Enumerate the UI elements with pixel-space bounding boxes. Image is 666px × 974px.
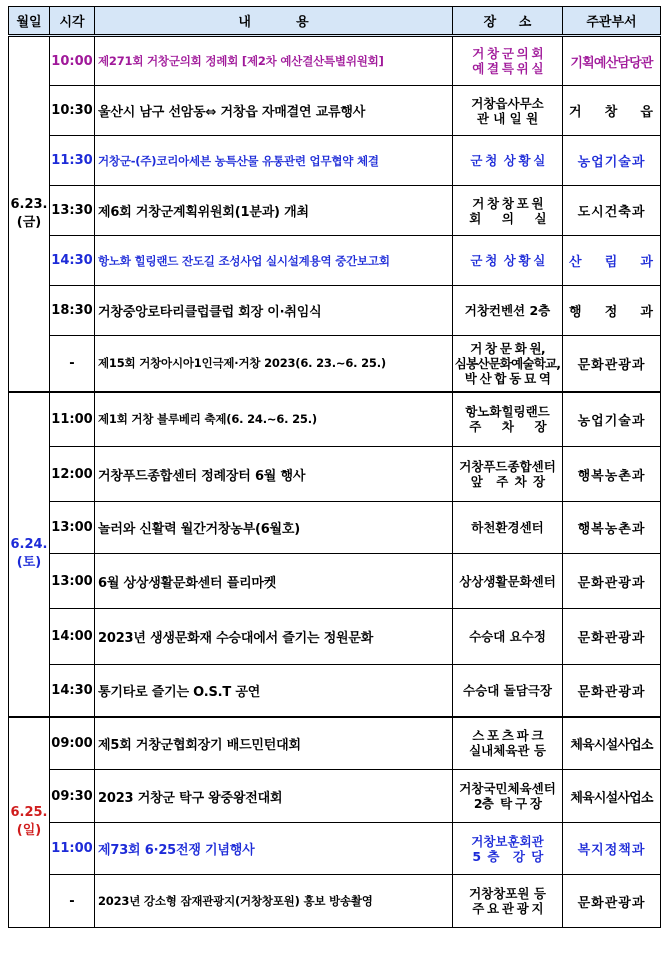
dept-cell: 행복농촌과 — [563, 502, 661, 554]
place-cell — [453, 502, 563, 554]
day-weekday: (일) — [16, 823, 42, 839]
place-cell — [453, 770, 563, 823]
header-dept: 주관부서 — [563, 7, 661, 36]
day-date: 6.25. — [10, 805, 48, 821]
dept-cell: 산 림 과 — [563, 236, 661, 286]
place-cell — [453, 609, 563, 665]
content-cell: 놀러와 신활력 월간거창농부(6월호) — [95, 502, 453, 554]
place-cell — [453, 875, 563, 928]
place-line: 거 창 창 포 원 — [472, 195, 543, 211]
place-line: 하천환경센터 — [471, 520, 544, 535]
table-row — [9, 717, 661, 770]
place-line: 거창읍사무소 — [471, 95, 544, 111]
dept-cell: 도시건축과 — [563, 186, 661, 236]
place-line: 수승대 돌담극장 — [463, 682, 552, 698]
place-line: 군 청 상 황 실 — [470, 253, 545, 268]
place-cell — [453, 447, 563, 502]
table-row — [9, 609, 661, 665]
time-cell: 09:00 — [50, 717, 95, 770]
time-cell: 14:30 — [50, 665, 95, 717]
place-cell — [453, 236, 563, 286]
place-cell — [453, 136, 563, 186]
place-line: 수승대 요수정 — [469, 629, 546, 644]
place-line: 거창푸드종합센터 — [459, 459, 556, 474]
place-line: 박 산 합 동 묘 역 — [464, 370, 551, 386]
dept-cell: 체육시설사업소 — [563, 717, 661, 770]
table-row — [9, 336, 661, 392]
table-row — [9, 392, 661, 447]
schedule-sheet — [8, 6, 660, 928]
place-cell — [453, 186, 563, 236]
content-cell: 2023 거창군 탁구 왕중왕전대회 — [95, 770, 453, 823]
place-cell — [453, 823, 563, 875]
day-date: 6.23. — [10, 196, 48, 212]
table-row — [9, 875, 661, 928]
time-cell: 14:00 — [50, 609, 95, 665]
table-row — [9, 136, 661, 186]
place-line: 2층 탁 구 장 — [473, 796, 542, 811]
place-line: 거창창포원 등 — [469, 886, 546, 901]
place-line: 앞 주 차 장 — [470, 474, 545, 489]
dept-cell: 거 창 읍 — [563, 86, 661, 136]
content-cell: 제271회 거창군의회 정례회 [제2차 예산결산특별위원회] — [95, 36, 453, 86]
content-cell: 항노화 힐링랜드 잔도길 조성사업 실시설계용역 중간보고회 — [95, 236, 453, 286]
place-line: 회 의 실 — [469, 210, 546, 226]
content-cell: 제5회 거창군협회장기 배드민턴대회 — [95, 717, 453, 770]
time-cell: 11:30 — [50, 136, 95, 186]
place-line: 군 청 상 황 실 — [470, 153, 545, 168]
place-cell — [453, 36, 563, 86]
content-cell: 제1회 거창 블루베리 축제(6. 24.~6. 25.) — [95, 392, 453, 447]
time-cell: 13:00 — [50, 502, 95, 554]
time-cell: 10:30 — [50, 86, 95, 136]
time-cell: - — [50, 336, 95, 392]
content-cell: 제73회 6·25전쟁 기념행사 — [95, 823, 453, 875]
place-cell — [453, 336, 563, 392]
content-cell: 2023년 생생문화재 수승대에서 즐기는 정원문화 — [95, 609, 453, 665]
time-cell: - — [50, 875, 95, 928]
table-row — [9, 554, 661, 609]
dept-cell: 문화관광과 — [563, 875, 661, 928]
table-row — [9, 86, 661, 136]
dept-cell: 행 정 과 — [563, 286, 661, 336]
place-line: 주 요 관 광 지 — [472, 901, 543, 916]
content-cell: 통기타로 즐기는 O.S.T 공연 — [95, 665, 453, 717]
place-line: 상상생활문화센터 — [459, 573, 556, 589]
table-row — [9, 502, 661, 554]
content-cell: 울산시 남구 선암동⇔ 거창읍 자매결연 교류행사 — [95, 86, 453, 136]
content-cell: 6월 상상생활문화센터 플리마켓 — [95, 554, 453, 609]
day-weekday: (토) — [16, 555, 42, 570]
header-row — [9, 7, 661, 36]
table-row — [9, 447, 661, 502]
dept-cell: 농업기술과 — [563, 392, 661, 447]
time-cell: 14:30 — [50, 236, 95, 286]
place-line: 거 창 군 의 회 — [472, 46, 543, 61]
header-time: 시각 — [50, 7, 95, 36]
day-cell — [9, 392, 50, 717]
time-cell: 09:30 — [50, 770, 95, 823]
table-row — [9, 286, 661, 336]
place-line: 항노화힐링랜드 — [465, 404, 550, 420]
place-line: 예 결 특 위 실 — [472, 61, 543, 76]
dept-cell: 문화관광과 — [563, 665, 661, 717]
time-cell: 11:00 — [50, 823, 95, 875]
place-line: 거창컨벤션 2층 — [464, 303, 551, 318]
place-cell — [453, 717, 563, 770]
schedule-body — [9, 36, 661, 928]
place-cell — [453, 86, 563, 136]
place-cell — [453, 554, 563, 609]
day-weekday: (금) — [16, 214, 42, 230]
dept-cell: 문화관광과 — [563, 609, 661, 665]
place-line: 거창국민체육센터 — [459, 781, 556, 796]
table-row — [9, 186, 661, 236]
time-cell: 12:00 — [50, 447, 95, 502]
content-cell: 거창푸드종합센터 정례장터 6월 행사 — [95, 447, 453, 502]
content-cell: 거창중앙로타리클럽클럽 회장 이·취임식 — [95, 286, 453, 336]
place-line: 5 층 강 당 — [472, 848, 543, 864]
table-row — [9, 236, 661, 286]
table-row — [9, 665, 661, 717]
content-cell: 제15회 거창아시아1인극제·거창 2023(6. 23.~6. 25.) — [95, 336, 453, 392]
place-line: 스 포 츠 파 크 — [472, 728, 543, 744]
dept-cell: 체육시설사업소 — [563, 770, 661, 823]
dept-cell: 행복농촌과 — [563, 447, 661, 502]
place-line: 심봉산문화예술학교, — [454, 355, 561, 371]
time-cell: 13:30 — [50, 186, 95, 236]
content-cell: 거창군-(주)코리아세븐 농특산물 유통관련 업무협약 체결 — [95, 136, 453, 186]
dept-cell: 문화관광과 — [563, 554, 661, 609]
place-line: 주 차 장 — [469, 419, 546, 435]
place-line: 거 창 문 화 원, — [470, 340, 545, 356]
header-place: 장 소 — [453, 7, 563, 36]
table-row — [9, 770, 661, 823]
time-cell: 11:00 — [50, 392, 95, 447]
dept-cell: 문화관광과 — [563, 336, 661, 392]
time-cell: 10:00 — [50, 36, 95, 86]
table-row — [9, 36, 661, 86]
day-date: 6.24. — [10, 537, 48, 552]
dept-cell: 복지정책과 — [563, 823, 661, 875]
time-cell: 18:30 — [50, 286, 95, 336]
day-cell — [9, 36, 50, 392]
header-day: 월일 — [9, 7, 50, 36]
place-line: 거창보훈회관 — [471, 833, 544, 849]
header-content: 내 용 — [95, 7, 453, 36]
place-line: 실내체육관 등 — [469, 743, 546, 759]
dept-cell: 기획예산담당관 — [563, 36, 661, 86]
time-cell: 13:00 — [50, 554, 95, 609]
place-line: 관 내 일 원 — [476, 110, 539, 126]
place-cell — [453, 286, 563, 336]
place-cell — [453, 665, 563, 717]
day-cell — [9, 717, 50, 928]
table-row — [9, 823, 661, 875]
content-cell: 제6회 거창군계획위원회(1분과) 개최 — [95, 186, 453, 236]
schedule-table — [8, 6, 661, 928]
dept-cell: 농업기술과 — [563, 136, 661, 186]
content-cell: 2023년 강소형 잠재관광지(거창창포원) 홍보 방송촬영 — [95, 875, 453, 928]
place-cell — [453, 392, 563, 447]
